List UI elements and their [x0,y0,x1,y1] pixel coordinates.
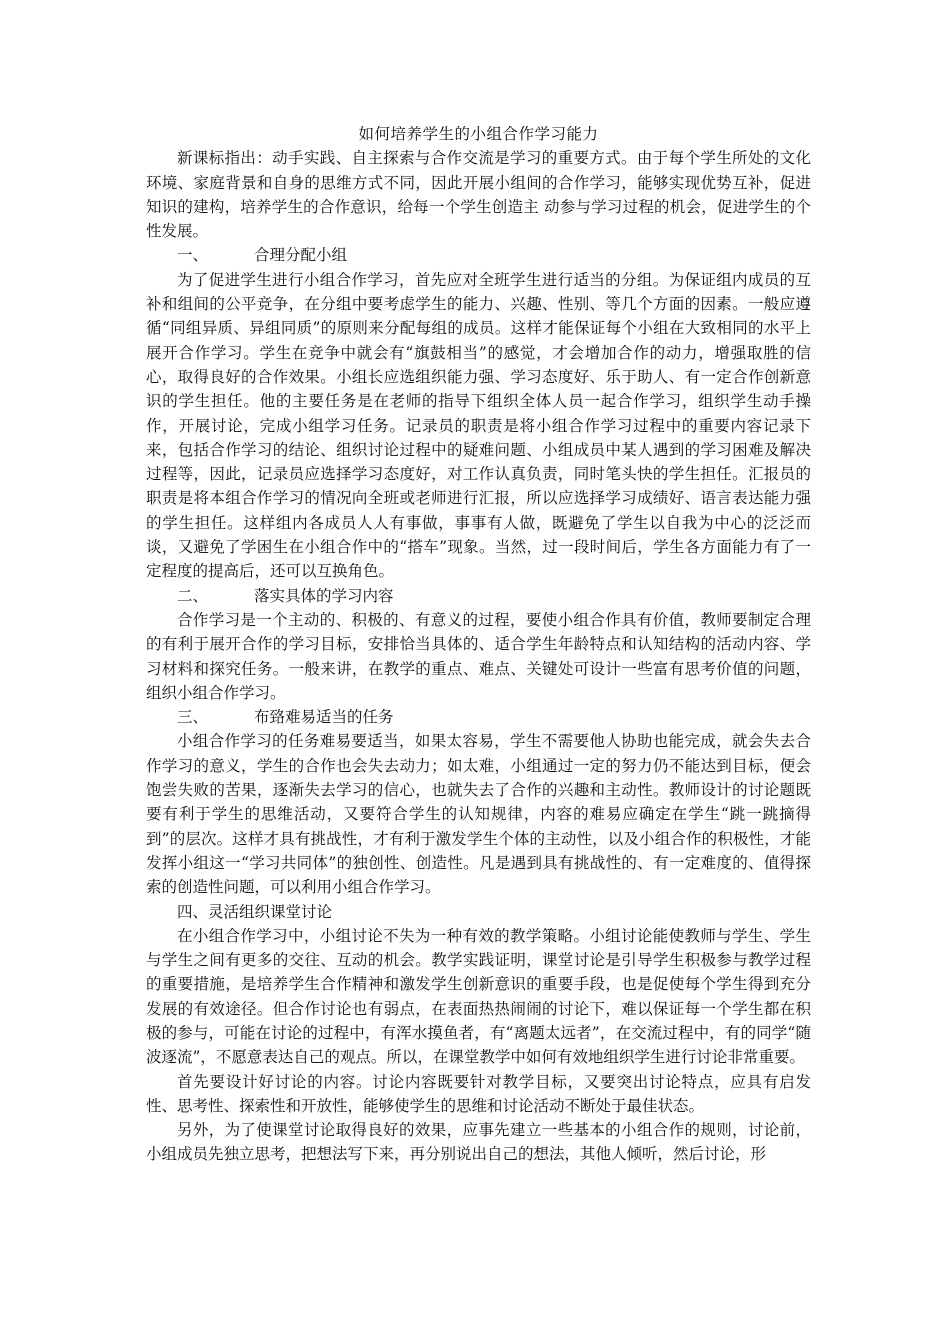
intro-paragraph: 新课标指出：动手实践、自主探索与合作交流是学习的重要方式。由于每个学生所处的文化环境、家庭背景和自身的思维方式不同，因此开展小组间的合作学习，能够实现优势互补，促进知识的建构，培养学生的合作意识，给每一个学生创造主 动参与学习过程的机会，促进学生的个性发展。 [146,149,811,241]
section-4-paragraph-2: 首先要设计好讨论的内容。讨论内容既要针对教学目标，又要突出讨论特点，应具有启发性、思考性、探索性和开放性，能够使学生的思维和讨论活动不断处于最佳状态。 [146,1072,811,1115]
section-1-title: 合理分配小组 [254,246,348,265]
section-3-number: 三、 [177,708,209,727]
section-1-number: 一、 [177,246,209,265]
section-3-title: 布臵难易适当的任务 [254,708,394,727]
section-3-heading [146,705,811,729]
document-title: 如何培养学生的小组合作学习能力 [358,125,599,143]
section-4-paragraph-3: 另外，为了使课堂讨论取得良好的效果，应事先建立一些基本的小组合作的规则，讨论前，小组成员先独立思考，把想法写下来，再分别说出自己的想法，其他人倾听，然后讨论，形 [146,1121,811,1164]
section-4-heading [146,900,811,924]
section-1-heading [146,243,811,267]
section-2-heading [146,584,811,608]
section-2-number: 二、 [177,586,209,605]
document-body [146,122,811,1167]
section-2-title: 落实具体的学习内容 [254,586,394,605]
section-1-paragraph: 为了促进学生进行小组合作学习，首先应对全班学生进行适当的分组。为保证组内成员的互补和组间的公平竞争，在分组中要考虑学生的能力、兴趣、性别、等几个方面的因素。一般应遵循“同组异质、异组同质”的原则来分配每组的成员。这样才能保证每个小组在大致相同的水平上展开合作学习。学生在竞争中就会有“旗鼓相当”的感觉，才会增加合作的动力，增强取胜的信心，取得良好的合作效果。小组长应选组织能力强、学习态度好、乐于助人、有一定合作创新意识的学生担任。他的主要任务是在老师的指导下组织全体人员一起合作学习，组织学生动手操作，开展讨论，完成小组学习任务。记录员的职责是将小组合作学习过程中的重要内容记录下来，包括合作学习的结论、组织讨论过程中的疑难问题、小组成员中某人遇到的学习困难及解决过程等，因此，记录员应选择学习态度好，对工作认真负责，同时笔头快的学生担任。汇报员的职责是将本组合作学习的情况向全班或老师进行汇报，所以应选择学习成绩好、语言表达能力强的学生担任。这样组内各成员人人有事做，事事有人做，既避免了学生以自我为中心的泛泛而谈，又避免了学困生在小组合作中的“搭车”现象。当然，过一段时间后，学生各方面能力有了一定程度的提高后，还可以互换角色。 [146,270,811,581]
section-3-paragraph: 小组合作学习的任务难易要适当，如果太容易，学生不需要他人协助也能完成，就会失去合作学习的意义，学生的合作也会失去动力；如太难，小组通过一定的努力仍不能达到目标，便会饱尝失败的苦果，逐渐失去学习的信心，也就失去了合作的兴趣和主动性。教师设计的讨论题既要有利于学生的思维活动，又要符合学生的认知规律，内容的难易应确定在学生“跳一跳摘得到”的层次。这样才具有挑战性，才有利于激发学生个体的主动性，以及小组合作的积极性，才能发挥小组这一“学习共同体”的独创性、创造性。凡是遇到具有挑战性的、有一定难度的、值得探索的创造性问题，可以利用小组合作学习。 [146,732,811,897]
section-2-paragraph: 合作学习是一个主动的、积极的、有意义的过程，要使小组合作具有价值，教师要制定合理的有利于展开合作的学习目标，安排恰当具体的、适合学生年龄特点和认知结构的活动内容、学习材料和探究任务。一般来讲，在教学的重点、难点、关键处可设计一些富有思考价值的问题，组织小组合作学习。 [146,610,811,702]
section-4-title: 四、灵活组织课堂讨论 [177,902,333,921]
section-4-paragraph-1: 在小组合作学习中，小组讨论不失为一种有效的教学策略。小组讨论能使教师与学生、学生与学生之间有更多的交往、互动的机会。教学实践证明，课堂讨论是引导学生积极参与教学过程的重要措施，是培养学生合作精神和激发学生创新意识的重要手段，也是促使每个学生得到充分发展的有效途径。但合作讨论也有弱点，在表面热热闹闹的讨论下，难以保证每一个学生都在积极的参与，可能在讨论的过程中，有浑水摸鱼者，有“离题太远者”，在交流过程中，有的同学“随波逐流”，不愿意表达自己的观点。所以，在课堂教学中如何有效地组织学生进行讨论非常重要。 [146,926,811,1067]
